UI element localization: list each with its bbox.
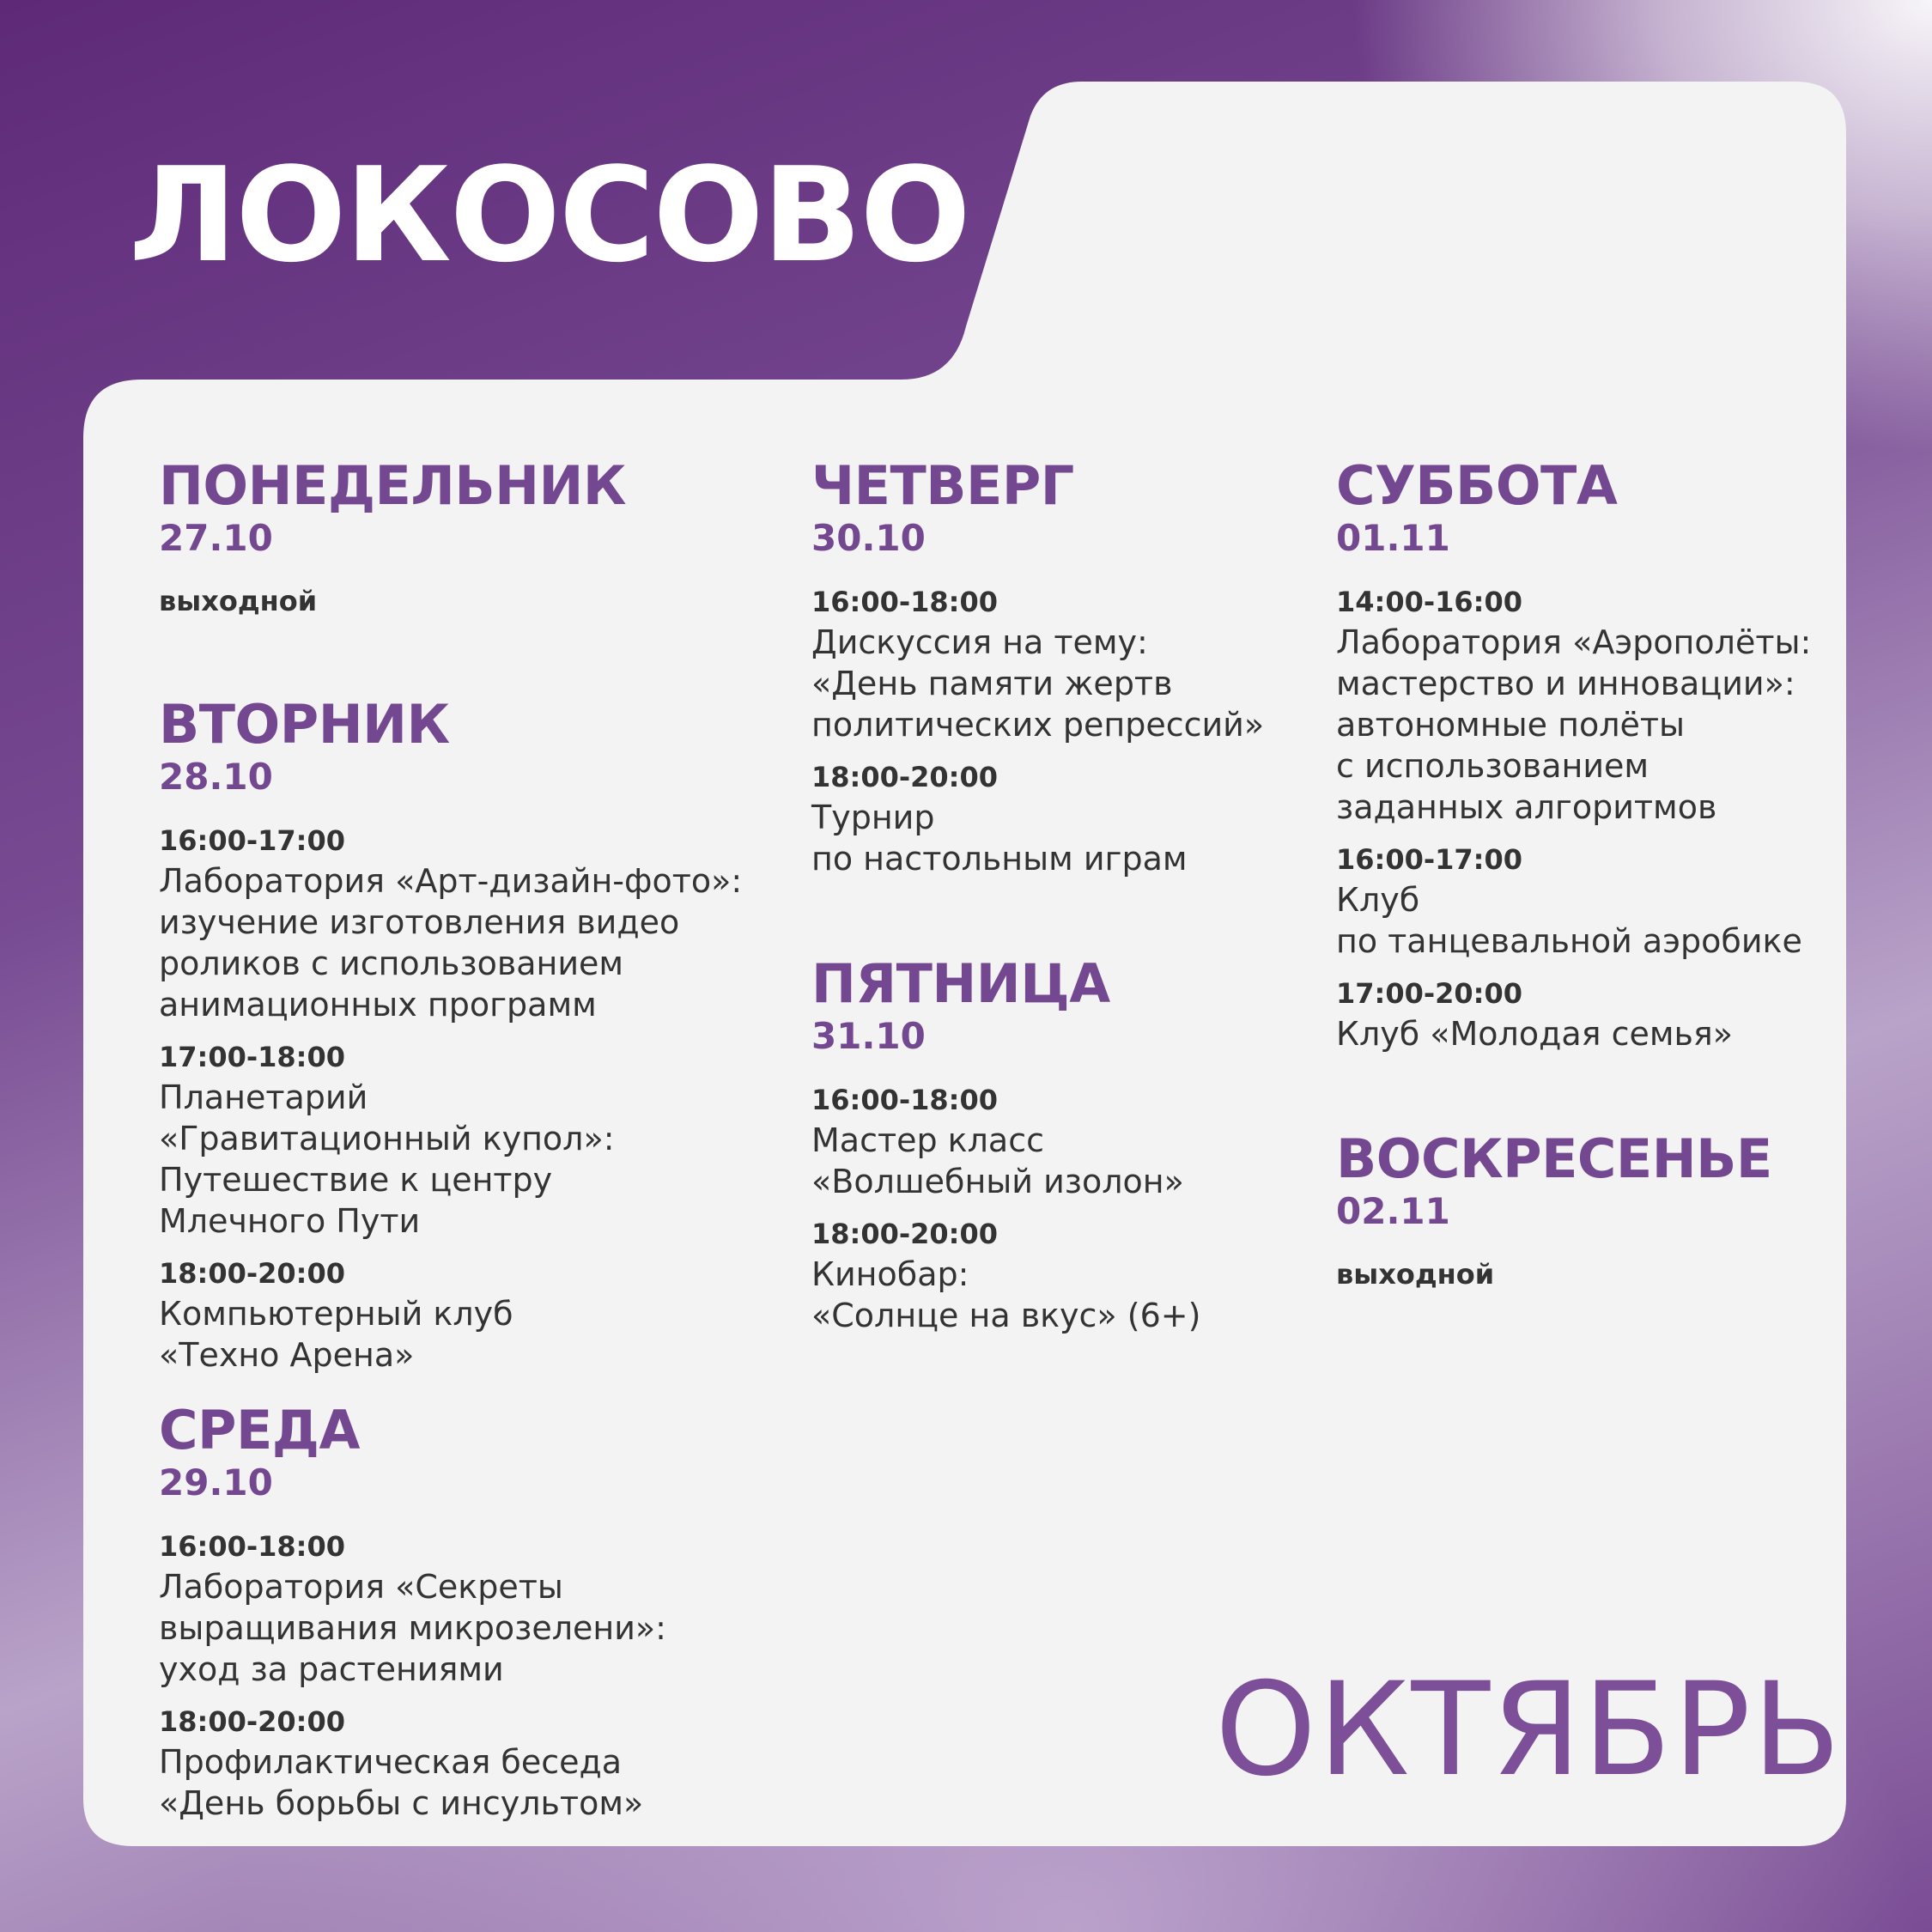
day-name: СУББОТА bbox=[1336, 454, 1618, 517]
event-title: Дискуссия на тему: «День памяти жертв политических репрессий» bbox=[811, 623, 1265, 744]
event-time: 16:00-17:00 bbox=[159, 824, 345, 857]
event bbox=[811, 1080, 1327, 1202]
event-title: Планетарий «Гравитационный купол»: Путешествие к центру Млечного Пути bbox=[159, 1078, 615, 1240]
event-title: Лаборатория «Секреты выращивания микрозелени»: уход за растениями bbox=[159, 1568, 666, 1688]
event bbox=[159, 1037, 811, 1242]
schedule-column-3 bbox=[1336, 455, 1851, 1367]
day-date: 02.11 bbox=[1336, 1190, 1450, 1232]
event bbox=[1336, 582, 1851, 828]
day-tuesday bbox=[159, 694, 811, 1376]
event-time: 17:00-20:00 bbox=[1336, 977, 1522, 1010]
day-date: 28.10 bbox=[159, 756, 273, 798]
event-time: 16:00-18:00 bbox=[811, 1084, 998, 1116]
day-friday bbox=[811, 953, 1327, 1336]
event-title: Лаборатория «Арт-дизайн-фото»: изучение изготовления видео роликов с использованием анимационных программ bbox=[159, 862, 743, 1024]
day-date: 31.10 bbox=[811, 1015, 926, 1057]
event-title: Мастер класс «Волшебный изолон» bbox=[811, 1121, 1184, 1200]
schedule-column-1 bbox=[159, 455, 811, 1898]
day-date: 30.10 bbox=[811, 517, 926, 559]
event bbox=[1336, 974, 1851, 1054]
event bbox=[811, 1214, 1327, 1336]
day-wednesday bbox=[159, 1400, 811, 1824]
event-title: Кинобар: «Солнце на вкус» (6+) bbox=[811, 1255, 1201, 1334]
event-time: 18:00-20:00 bbox=[811, 1218, 998, 1250]
page-title: ЛОКОСОВО bbox=[129, 139, 969, 291]
day-name: ПОНЕДЕЛЬНИК bbox=[159, 454, 627, 517]
event bbox=[811, 757, 1327, 879]
event-time: 16:00-17:00 bbox=[1336, 843, 1522, 876]
event-title: Профилактическая беседа «День борьбы с инсультом» bbox=[159, 1743, 644, 1822]
event-title: Клуб по танцевальной аэробике bbox=[1336, 881, 1802, 960]
event-title: Турнир по настольным играм bbox=[811, 799, 1188, 878]
day-saturday bbox=[1336, 455, 1851, 1054]
month-label: ОКТЯБРЬ bbox=[1215, 1656, 1843, 1805]
event-title: Лаборатория «Аэрополёты: мастерство и инновации»: автономные полёты с использованием заданных алгоритмов bbox=[1336, 623, 1812, 826]
event-time: 18:00-20:00 bbox=[159, 1705, 345, 1738]
day-name: ВОСКРЕСЕНЬЕ bbox=[1336, 1127, 1772, 1190]
event-time: 16:00-18:00 bbox=[159, 1530, 345, 1563]
day-off-label: выходной bbox=[1336, 1258, 1495, 1291]
day-date: 01.11 bbox=[1336, 517, 1450, 559]
day-date: 29.10 bbox=[159, 1461, 273, 1504]
day-name: ЧЕТВЕРГ bbox=[811, 454, 1074, 517]
day-date: 27.10 bbox=[159, 517, 273, 559]
event bbox=[159, 1254, 811, 1376]
schedule-column-2 bbox=[811, 455, 1327, 1410]
day-name: СРЕДА bbox=[159, 1399, 360, 1461]
day-name: ВТОРНИК bbox=[159, 693, 450, 756]
event bbox=[159, 1527, 811, 1690]
event-time: 14:00-16:00 bbox=[1336, 586, 1522, 618]
day-off-label: выходной bbox=[159, 585, 318, 617]
event-title: Клуб «Молодая семья» bbox=[1336, 1015, 1734, 1053]
event bbox=[159, 821, 811, 1025]
event bbox=[159, 1702, 811, 1824]
event bbox=[811, 582, 1327, 745]
event bbox=[1336, 840, 1851, 962]
event-time: 17:00-18:00 bbox=[159, 1041, 345, 1073]
event-time: 16:00-18:00 bbox=[811, 586, 998, 618]
event-time: 18:00-20:00 bbox=[159, 1257, 345, 1290]
event-time: 18:00-20:00 bbox=[811, 761, 998, 793]
day-name: ПЯТНИЦА bbox=[811, 952, 1110, 1015]
day-sunday bbox=[1336, 1128, 1851, 1293]
day-monday bbox=[159, 455, 811, 620]
event-title: Компьютерный клуб «Техно Арена» bbox=[159, 1295, 513, 1374]
day-thursday bbox=[811, 455, 1327, 879]
